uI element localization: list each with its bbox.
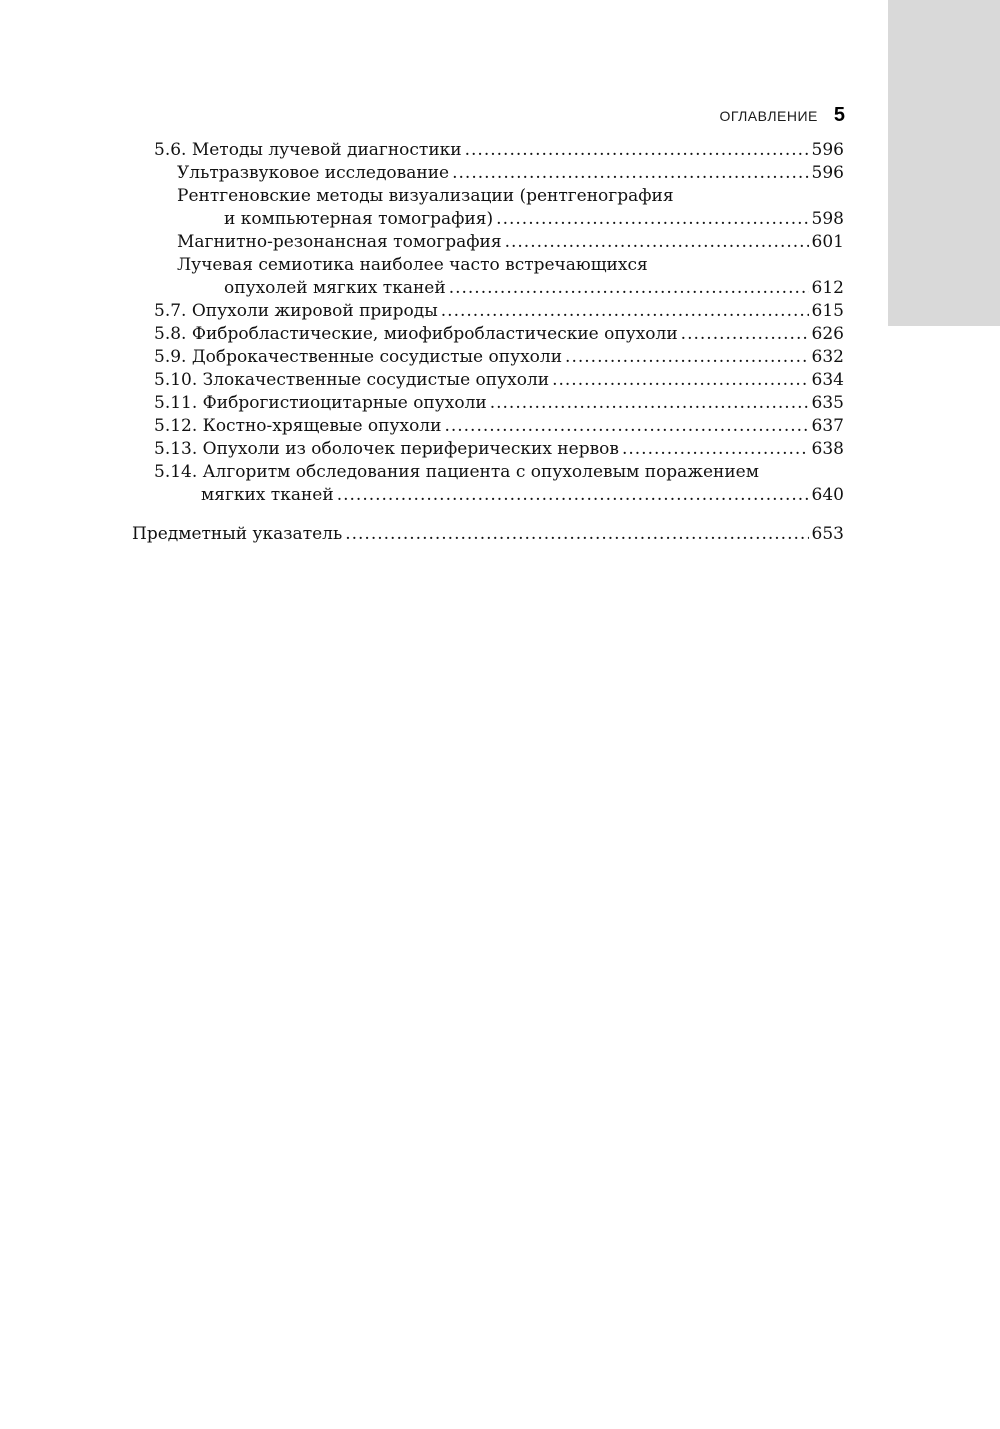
toc-entry[interactable]: [132, 346, 844, 369]
dot-leader: [441, 300, 809, 323]
toc-entry-title-continued: мягких тканей: [201, 485, 334, 505]
dot-leader: [496, 208, 808, 231]
toc-entry-page: 634: [811, 370, 844, 390]
toc-entry[interactable]: [132, 185, 844, 231]
dot-leader: [565, 346, 809, 369]
dot-leader: [449, 277, 809, 300]
page-number: 5: [833, 104, 845, 126]
toc-entry-title-continued: и компьютерная томография): [224, 209, 494, 229]
toc-entry-title: Предметный указатель: [132, 524, 343, 544]
toc-entry-title: 5.11. Фиброгистиоцитарные опухоли: [154, 393, 487, 413]
toc-entry-page: 612: [811, 278, 844, 298]
toc-entry-title: 5.9. Доброкачественные сосудистые опухоли: [154, 347, 563, 367]
running-title: ОГЛАВЛЕНИЕ: [719, 108, 818, 124]
dot-leader: [452, 162, 808, 185]
toc-entry[interactable]: [132, 369, 844, 392]
toc-entry-page: 638: [811, 439, 844, 459]
dot-leader: [490, 392, 809, 415]
dot-leader: [552, 369, 808, 392]
running-head: [600, 104, 845, 128]
dot-leader: [444, 415, 808, 438]
toc-entry[interactable]: [132, 323, 844, 346]
dot-leader: [337, 484, 809, 507]
dot-leader: [622, 438, 809, 461]
thumb-index-tab: [888, 0, 1000, 326]
toc-entry-title: 5.8. Фибробластические, миофибробластические опухоли: [154, 324, 678, 344]
toc-entry-title: 5.10. Злокачественные сосудистые опухоли: [154, 370, 550, 390]
toc-entry[interactable]: [132, 392, 844, 415]
toc-entry-title: Лучевая семиотика наиболее часто встречающихся: [177, 255, 648, 275]
toc-entry-title: Магнитно-резонансная томография: [177, 232, 502, 252]
toc-entry[interactable]: [132, 162, 844, 185]
toc-entry-title: 5.6. Методы лучевой диагностики: [154, 140, 462, 160]
toc-entry[interactable]: [132, 523, 844, 546]
dot-leader: [505, 231, 809, 254]
toc-entry-title: 5.13. Опухоли из оболочек периферических нервов: [154, 439, 619, 459]
toc-entry-page: 640: [811, 485, 844, 505]
dot-leader: [681, 323, 809, 346]
dot-leader: [345, 523, 808, 546]
toc-entry-page: 637: [811, 416, 844, 436]
toc-entry[interactable]: [132, 438, 844, 461]
dot-leader: [465, 139, 809, 162]
toc-entry-title: Рентгеновские методы визуализации (рентгенография: [177, 186, 674, 206]
toc-entry-page: 615: [811, 301, 844, 321]
toc-entry-title: 5.7. Опухоли жировой природы: [154, 301, 438, 321]
toc-entry-page: 635: [811, 393, 844, 413]
toc-entry-page: 632: [811, 347, 844, 367]
toc-entry[interactable]: [132, 139, 844, 162]
toc-entry-title: 5.14. Алгоритм обследования пациента с опухолевым поражением: [154, 462, 759, 482]
toc-entry[interactable]: [132, 461, 844, 507]
toc-entry-page: 596: [811, 163, 844, 183]
toc-entry-page: 598: [811, 209, 844, 229]
toc-entry-page: 596: [811, 140, 844, 160]
toc-entry[interactable]: [132, 415, 844, 438]
toc-entry-title: 5.12. Костно-хрящевые опухоли: [154, 416, 442, 436]
toc-entry[interactable]: [132, 300, 844, 323]
toc-entry-title: Ультразвуковое исследование: [177, 163, 450, 183]
toc-entry-title-continued: опухолей мягких тканей: [224, 278, 446, 298]
toc-entry[interactable]: [132, 254, 844, 300]
toc-entry[interactable]: [132, 231, 844, 254]
toc-entry-page: 653: [811, 524, 844, 544]
toc-entry-page: 626: [811, 324, 844, 344]
toc-entry-page: 601: [811, 232, 844, 252]
table-of-contents: [132, 139, 844, 546]
